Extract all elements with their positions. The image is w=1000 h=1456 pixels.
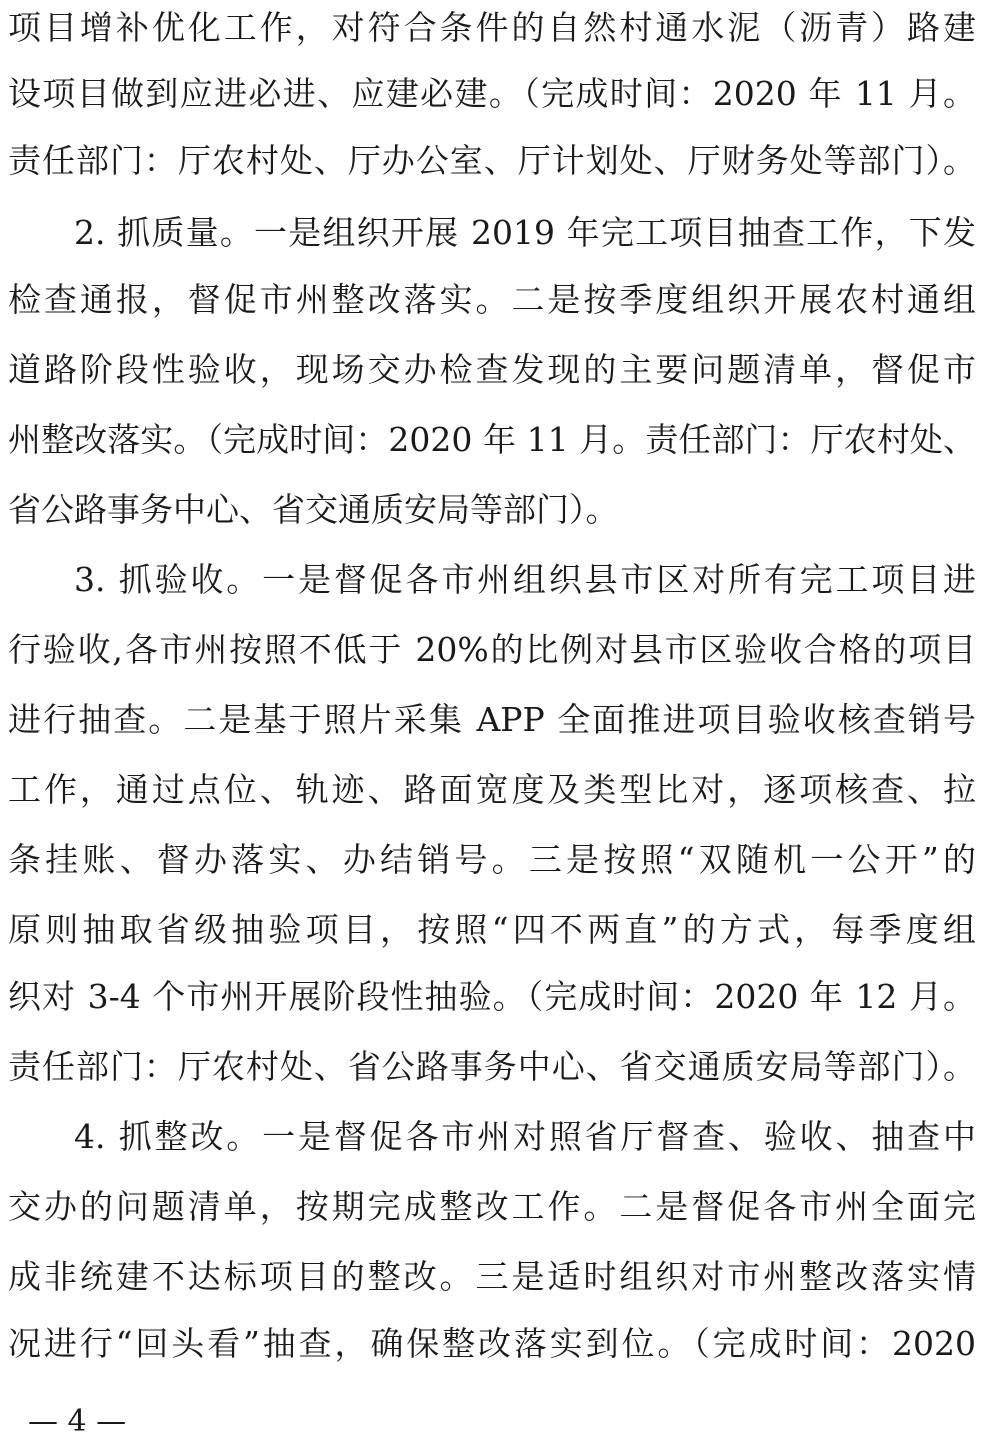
text-line: 州整改落实。（完成时间：2020 年 11 月。责任部门：厅农村处、 (8, 420, 976, 459)
paragraph-heading-line: 3. 抓验收。一是督促各市州组织县市区对所有完工项目进 (74, 560, 976, 599)
paragraph-heading-line: 4. 抓整改。一是督促各市州对照省厅督查、验收、抽查中 (74, 1117, 976, 1156)
text-line: 进行抽查。二是基于照片采集 APP 全面推进项目验收核查销号 (8, 700, 976, 739)
text-line: 责任部门：厅农村处、厅办公室、厅计划处、厅财务处等部门）。 (8, 141, 976, 180)
page-number: — 4 — (28, 1404, 127, 1439)
text-line: 设项目做到应进必进、应建必建。（完成时间：2020 年 11 月。 (8, 74, 976, 113)
text-line: 检查通报，督促市州整改落实。二是按季度组织开展农村通组 (8, 280, 976, 319)
text-line: 项目增补优化工作，对符合条件的自然村通水泥（沥青）路建 (8, 8, 976, 47)
paragraph-heading-line: 2. 抓质量。一是组织开展 2019 年完工项目抽查工作，下发 (74, 213, 976, 252)
text-line: 行验收,各市州按照不低于 20%的比例对县市区验收合格的项目 (8, 630, 976, 669)
text-line: 原则抽取省级抽验项目，按照“四不两直”的方式，每季度组 (8, 910, 976, 949)
text-line: 交办的问题清单，按期完成整改工作。二是督促各市州全面完 (8, 1187, 976, 1226)
text-line: 织对 3-4 个市州开展阶段性抽验。（完成时间：2020 年 12 月。 (8, 977, 976, 1016)
text-line: 条挂账、督办落实、办结销号。三是按照“双随机一公开”的 (8, 840, 976, 879)
text-line: 况进行“回头看”抽查，确保整改落实到位。（完成时间：2020 (8, 1324, 976, 1363)
text-line: 成非统建不达标项目的整改。三是适时组织对市州整改落实情 (8, 1257, 976, 1296)
text-line: 责任部门：厅农村处、省公路事务中心、省交通质安局等部门）。 (8, 1047, 976, 1086)
text-line: 工作，通过点位、轨迹、路面宽度及类型比对，逐项核查、拉 (8, 770, 976, 809)
text-line: 省公路事务中心、省交通质安局等部门）。 (8, 490, 619, 529)
text-line: 道路阶段性验收，现场交办检查发现的主要问题清单，督促市 (8, 350, 976, 389)
